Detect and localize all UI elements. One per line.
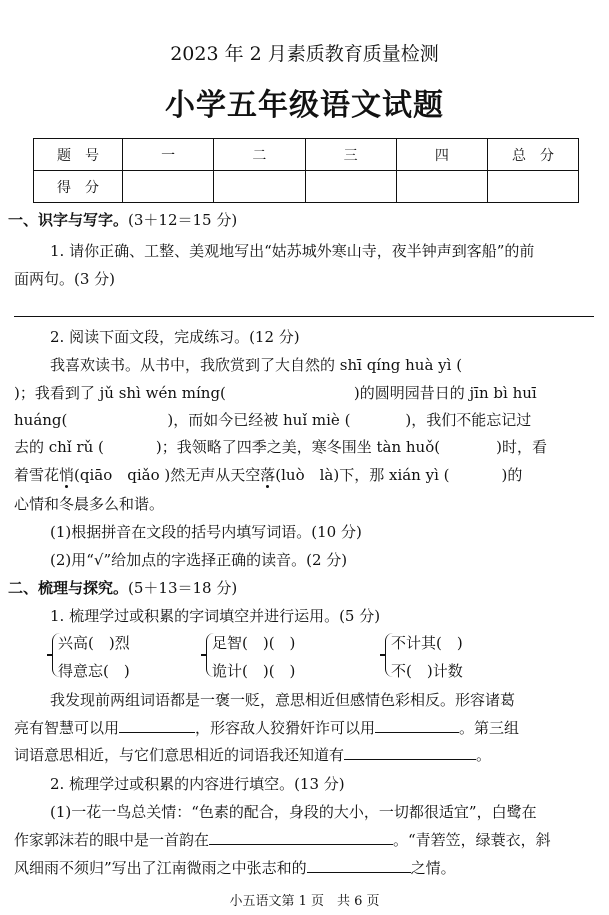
passage-line: 风细雨不须归”写出了江南微雨之中张志和的 之情。	[14, 859, 456, 877]
page-footer: 小五语文第 1 页 共 6 页	[229, 894, 380, 909]
sub-question: (1)根据拼音在文段的括号内填写词语。(10 分)	[50, 523, 362, 541]
passage-line: 我喜欢读书。从书中，我欣赏到了大自然的 shī qíng huà yì (	[50, 356, 463, 374]
score-table	[33, 138, 579, 203]
word-group-bottom: 诡计( )( )	[212, 662, 296, 680]
passage-line: 着雪花悄(qiāo qiǎo )然无声从天空落(luò là)下，那 xián yì ( )的	[14, 466, 523, 484]
table-cell: 三	[305, 139, 396, 171]
table-cell: 得 分	[34, 171, 123, 203]
passage-line: 去的 chǐ rǔ ( )；我领略了四季之美，寒冬围坐 tàn huǒ( )时，看	[14, 438, 547, 456]
table-cell: 四	[396, 139, 487, 171]
question-text: 2. 梳理学过或积累的内容进行填空。(13 分)	[50, 775, 345, 793]
question-text: 1. 请你正确、工整、美观地写出“姑苏城外寒山寺，夜半钟声到客船”的前	[50, 242, 535, 260]
question-text: 面两句。(3 分)	[14, 270, 116, 288]
question-text: 2. 阅读下面文段，完成练习。(12 分)	[50, 328, 300, 346]
sub-question: (2)用“√”给加点的字选择正确的读音。(2 分)	[50, 551, 348, 569]
score-table-header-row	[34, 139, 579, 171]
word-group-top: 足智( )( )	[212, 634, 296, 652]
passage-line: 我发现前两组词语都是一褒一贬，意思相近但感情色彩相反。形容诸葛	[50, 691, 516, 709]
section-heading: 一、识字与写字。(3＋12＝15 分)	[8, 211, 238, 229]
passage-line: )；我看到了 jǔ shì wén míng( )的圆明园昔日的 jīn bì huī	[14, 384, 537, 402]
question-text: 1. 梳理学过或积累的字词填空并进行运用。(5 分)	[50, 607, 381, 625]
score-input-cell[interactable]	[488, 171, 579, 203]
passage-line: 作家郭沫若的眼中是一首韵在 。“青箬笠，绿蓑衣，斜	[14, 831, 551, 849]
passage-line: 词语意思相近，与它们意思相近的词语我还知道有 。	[14, 746, 492, 764]
fill-blank[interactable]	[344, 745, 476, 760]
passage-line: huáng( )，而如今已经被 huǐ miè ( )，我们不能忘记过	[14, 411, 532, 429]
table-cell: 一	[123, 139, 214, 171]
table-cell: 总 分	[488, 139, 579, 171]
section-heading: 二、梳理与探究。(5＋13＝18 分)	[8, 579, 238, 597]
score-input-cell[interactable]	[214, 171, 305, 203]
table-cell: 二	[214, 139, 305, 171]
dotted-character: 悄	[59, 466, 75, 484]
fill-blank[interactable]	[209, 830, 393, 845]
fill-blank[interactable]	[307, 858, 411, 873]
fill-blank[interactable]	[119, 718, 195, 733]
table-cell: 题 号	[34, 139, 123, 171]
word-group-bottom: 不( )计数	[391, 662, 463, 680]
passage-line: 心情和冬晨多么和谐。	[14, 495, 165, 513]
score-input-cell[interactable]	[305, 171, 396, 203]
score-input-cell[interactable]	[123, 171, 214, 203]
exam-title: 小学五年级语文试题	[165, 88, 444, 123]
score-table-score-row	[34, 171, 579, 203]
score-input-cell[interactable]	[396, 171, 487, 203]
dotted-character: 落	[260, 466, 276, 484]
fill-blank[interactable]	[375, 718, 459, 733]
passage-line: 亮有智慧可以用 ，形容敌人狡猾奸诈可以用 。第三组	[14, 719, 520, 737]
answer-line[interactable]	[14, 316, 594, 317]
passage-line: (1)一花一鸟总关情：“色素的配合，身段的大小，一切都很适宜”，白鹭在	[50, 803, 537, 821]
word-group-bottom: 得意忘( )	[58, 662, 130, 680]
exam-subtitle: 2023 年 2 月素质教育质量检测	[170, 43, 439, 65]
word-group-top: 不计其( )	[391, 634, 463, 652]
word-group-top: 兴高( )烈	[58, 634, 130, 652]
